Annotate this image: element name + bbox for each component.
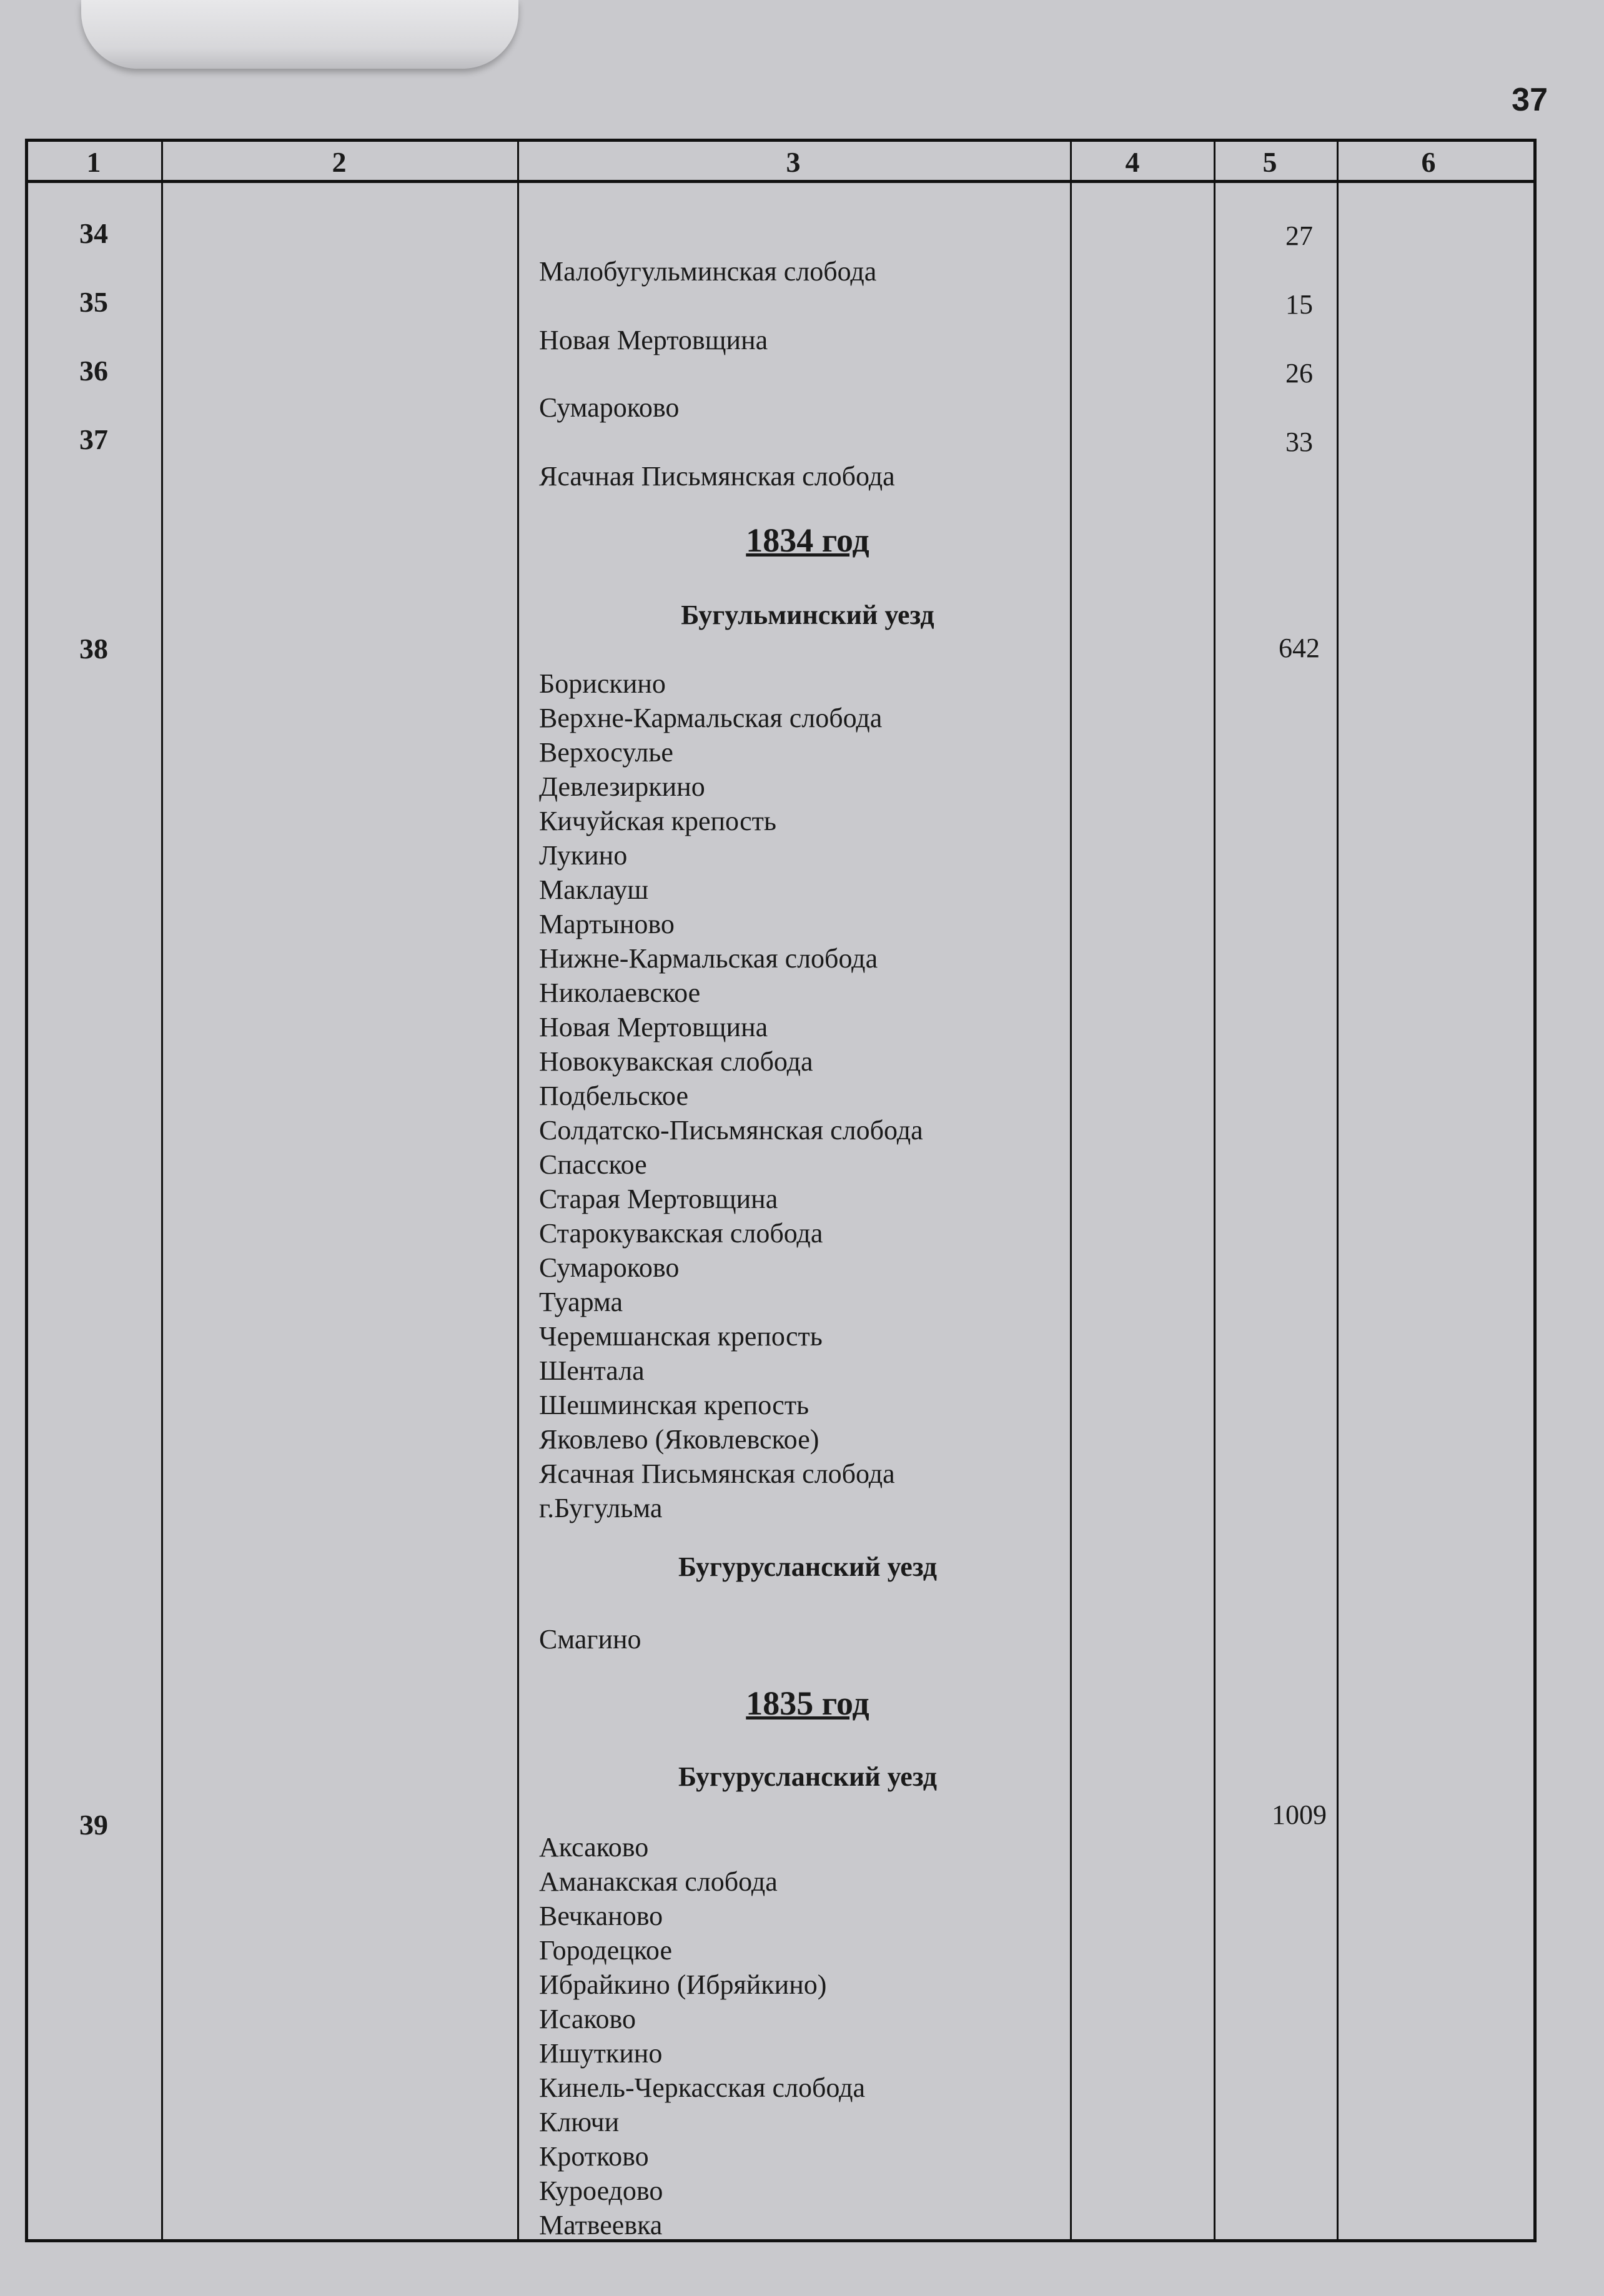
place-name: Лукино [539, 840, 628, 871]
entry-place-36 [539, 390, 1076, 425]
place-name: Малобугульминская слобода [539, 256, 877, 287]
year-heading-1834: 1834 год [746, 522, 869, 559]
place-name: г.Бугульма [539, 1493, 663, 1523]
column-divider [161, 142, 163, 2239]
place-name: Аксаково [539, 1832, 649, 1863]
binder-clip [81, 0, 518, 69]
entry-number: 35 [79, 286, 108, 318]
place-name: Туарма [539, 1287, 623, 1317]
place-name: Вечканово [539, 1901, 663, 1931]
entry-number: 34 [79, 217, 108, 249]
place-name: Мартыново [539, 909, 675, 939]
entry-count: 15 [1285, 289, 1313, 320]
county-heading: Бугурусланский уезд [678, 1551, 937, 1582]
column-divider [1214, 142, 1215, 2239]
place-name: Матвеевка [539, 2210, 663, 2240]
header-col-4: 4 [1125, 146, 1140, 178]
place-name: Шентала [539, 1355, 645, 1386]
place-name: Сумароково [539, 392, 680, 423]
header-col-2: 2 [332, 146, 347, 178]
entry-count: 26 [1285, 358, 1313, 388]
entry-number: 38 [79, 633, 108, 665]
place-name: Николаевское [539, 977, 701, 1008]
year-heading-1835-wrap [539, 1685, 1076, 1722]
place-name: Смагино [539, 1624, 641, 1655]
entry-count: 33 [1285, 427, 1313, 457]
page-number: 37 [1512, 82, 1548, 118]
table-header [28, 142, 1533, 183]
place-name: Девлезиркино [539, 771, 705, 802]
place-name: Верхне-Кармальская слобода [539, 703, 883, 733]
place-name: Подбельское [539, 1081, 688, 1111]
place-name: Новая Мертовщина [539, 325, 768, 355]
header-col-3: 3 [786, 146, 801, 178]
county-heading-wrap [539, 598, 1076, 632]
entry-place-35 [539, 323, 1076, 357]
register-table [25, 139, 1537, 2242]
year-heading-1834-wrap [539, 522, 1076, 559]
place-name: Ключи [539, 2107, 620, 2137]
year-heading-1835: 1835 год [746, 1685, 869, 1722]
entry-count: 27 [1285, 220, 1313, 251]
county-heading-wrap [539, 1759, 1076, 1794]
place-list-1834 [539, 666, 1076, 1525]
place-name: Верхосулье [539, 737, 673, 768]
place-name: Нижне-Кармальская слобода [539, 943, 878, 974]
place-name: Кинель-Черкасская слобода [539, 2072, 866, 2103]
entry-number: 36 [79, 355, 108, 387]
place-name: Старокувакская слобода [539, 1218, 823, 1249]
place-name: Аманакская слобода [539, 1866, 778, 1897]
place-name: Солдатско-Письмянская слобода [539, 1115, 923, 1146]
place-name: Борискино [539, 668, 666, 699]
place-name: Кичуйская крепость [539, 806, 776, 836]
place-name: Сумароково [539, 1252, 680, 1283]
place-name: Кротково [539, 2141, 649, 2172]
place-name: Ибрайкино (Ибряйкино) [539, 1969, 827, 2000]
county-heading-wrap [539, 1550, 1076, 1584]
place-name: Яковлево (Яковлевское) [539, 1424, 819, 1455]
place-name: Ясачная Письмянская слобода [539, 1458, 895, 1489]
entry-number: 37 [79, 423, 108, 455]
place-name: Ясачная Письмянская слобода [539, 461, 895, 492]
entry-place-34 [539, 254, 1076, 289]
entry-number: 39 [79, 1809, 108, 1841]
entry-count: 1009 [1272, 1799, 1327, 1830]
entry-place-37 [539, 459, 1076, 493]
header-col-6: 6 [1421, 146, 1436, 178]
place-name: Городецкое [539, 1935, 672, 1966]
county-heading: Бугульминский уезд [681, 600, 934, 630]
place-name: Старая Мертовщина [539, 1184, 778, 1214]
place-name: Черемшанская крепость [539, 1321, 823, 1352]
place-name: Маклауш [539, 874, 649, 905]
place-name: Новокувакская слобода [539, 1046, 813, 1077]
place-name: Спасское [539, 1149, 647, 1180]
place-list-1834-2 [539, 1622, 1076, 1656]
column-divider [517, 142, 519, 2239]
entry-count: 642 [1279, 633, 1320, 663]
place-name: Шешминская крепость [539, 1390, 809, 1420]
place-name: Новая Мертовщина [539, 1012, 768, 1042]
header-col-5: 5 [1262, 146, 1277, 178]
place-list-1835 [539, 1830, 1076, 2242]
county-heading: Бугурусланский уезд [678, 1761, 937, 1792]
place-name: Ишуткино [539, 2038, 663, 2069]
header-col-1: 1 [86, 146, 101, 178]
place-name: Исаково [539, 2004, 636, 2034]
place-name: Куроедово [539, 2175, 663, 2206]
